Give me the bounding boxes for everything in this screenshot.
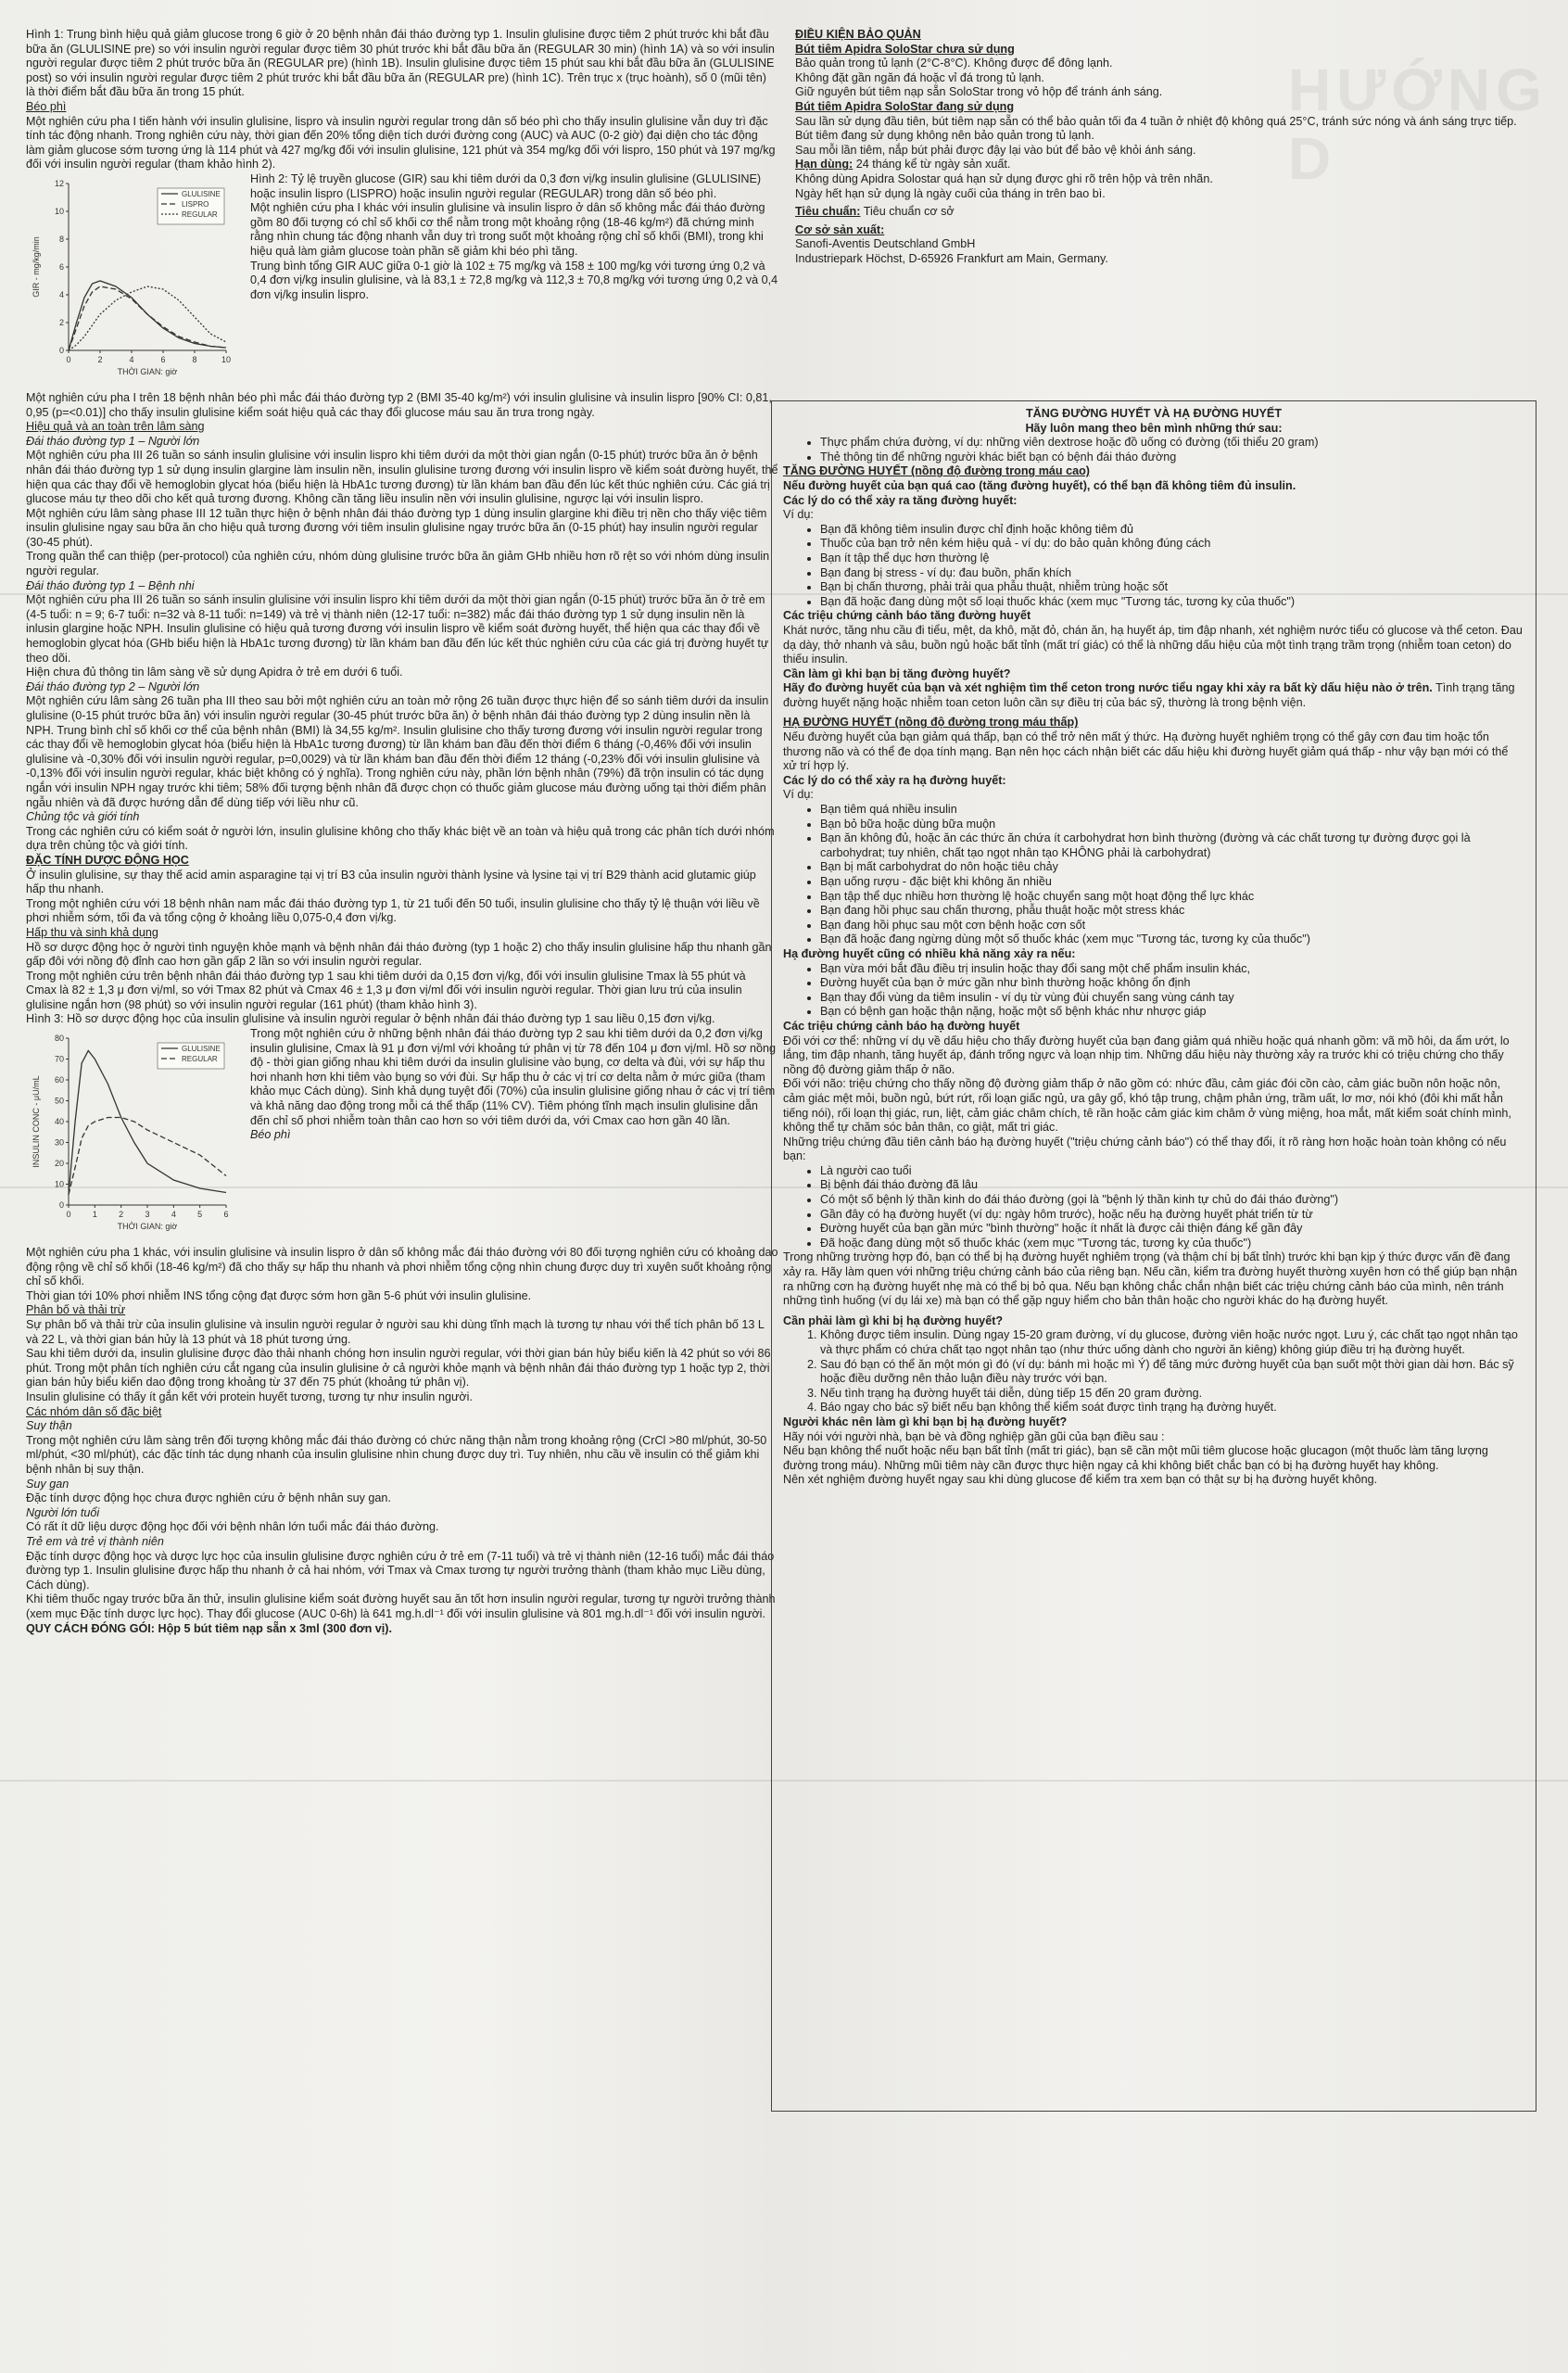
paragraph: Sau khi tiêm dưới da, insulin glulisine được đào thải nhanh chóng hơn insulin người regular, với thời gian bán hủy biểu kiến là 42 phút so với 86 phút. Trong một phân tích nghiên cứu cắt ngang của insulin glulisine ở cả người khỏe mạnh và bệnh nhân đái tháo đường typ 1 hoặc typ 2, thời gian bán hủy biểu kiến dao động trong khoảng từ 37 đến 75 phút (khoảng tứ phân vị). bbox=[26, 1347, 771, 1390]
legend-label: GLULISINE bbox=[182, 1045, 221, 1054]
paragraph: Hồ sơ dược động học ở người tình nguyện khỏe mạnh và bệnh nhân đái tháo đường (typ 1 hoặc 2) cho thấy insulin glulisine hấp thu nhanh gần gấp đôi với nồng độ đỉnh cao hơn gần gấp 2 lần so với insulin người regular. bbox=[26, 940, 772, 969]
example-label: Ví dụ: bbox=[783, 508, 814, 522]
series-line-lispro bbox=[69, 286, 226, 350]
left-column bbox=[26, 28, 778, 1636]
subheading-hepatic: Suy gan bbox=[26, 1477, 70, 1491]
paragraph: Những triệu chứng đầu tiên cảnh báo hạ đường huyết ("triệu chứng cảnh báo") có thể thay đổi, ít rõ ràng hơn hoặc hoàn toàn không có nếu bạn: bbox=[783, 1135, 1507, 1163]
hyper-causes-list bbox=[783, 523, 1524, 610]
list-item: 1. Không được tiêm insulin. Dùng ngay 15-20 gram đường, ví dụ glucose, đường viên hoặc nước ngọt. Lưu ý, các chất tạo ngọt nhân tạo và thực phẩm có chứa chất tạo ngọt nhân tạo (như thức uống dành cho người ăn kiêng) không giúp điều trị hạ đường huyết. bbox=[820, 1328, 1524, 1357]
list-item: • Đường huyết của bạn ở mức gần như bình thường hoặc không ổn định bbox=[820, 976, 1524, 991]
paragraph: Insulin glulisine có thấy ít gắn kết với protein huyết tương, tương tự như insulin người. bbox=[26, 1390, 473, 1403]
paragraph: Một nghiên cứu lâm sàng phase III 12 tuần thực hiện ở bệnh nhân đái tháo đường typ 1 dùng insulin glargine khi điều trị nền cho thấy việc tiêm insulin glulisine ngay sau bữa ăn cho hiệu quả tương đương với tiêm insulin glulisine ngay trước bữa ăn (0-15 phút) hay insulin người regular (30-45 phút). bbox=[26, 506, 767, 549]
x-tick-label: 2 bbox=[97, 354, 103, 364]
figure-2 bbox=[26, 172, 778, 391]
subheading-elderly: Người lớn tuổi bbox=[26, 1505, 100, 1519]
storage-heading: ĐIỀU KIỆN BẢO QUẢN bbox=[795, 28, 921, 41]
y-axis-label: INSULIN CONC - μU/mL bbox=[32, 1075, 41, 1168]
fig2-caption: Hình 2: Tỷ lệ truyền glucose (GIR) sau khi tiêm dưới da 0,3 đơn vị/kg insulin glulisine (GLULISINE) hoặc insulin lispro (LISPRO) hoặc insulin người regular (REGULAR) trong dân số béo phì. bbox=[250, 171, 762, 200]
paragraph: Ngày hết hạn sử dụng là ngày cuối của tháng in trên bao bì. bbox=[795, 186, 1106, 200]
x-tick-label: 4 bbox=[171, 1210, 176, 1220]
shelf-life-label: Hạn dùng: bbox=[795, 158, 854, 171]
paragraph: Sự phân bố và thải trừ của insulin glulisine và insulin người regular ở người sau khi dùng tĩnh mạch là tương tự nhau với thể tích phân bố 13 L và 22 L, và thời gian bán hủy là 13 phút và 18 phút tương ứng. bbox=[26, 1318, 765, 1346]
fig1-caption: Hình 1: Trung bình hiệu quả giảm glucose trong 6 giờ ở 20 bệnh nhân đái tháo đường typ 1. Insulin glulisine được tiêm 2 phút trước khi bắt đầu bữa ăn (GLULISINE pre) so với insulin người regular được tiêm 30 phút trước khi bắt đầu bữa ăn (REGULAR 30 min) (hình 1A) và so với insulin người regular được tiêm 2 phút trước bữa ăn (REGULAR pre) (hình 1B). Insulin glulisine được tiêm 15 phút sau khi bắt đầu bữa ăn (GLULISINE post) so với insulin người regular được tiêm 2 phút trước khi bắt đầu bữa ăn (REGULAR pre) (hình 1C). Trên trục x (trục hoành), số 0 (mũi tên) là thời điểm bắt đầu bữa ăn trong 15 phút. bbox=[26, 28, 775, 99]
subheading-absorption: Hấp thu và sinh khả dụng bbox=[26, 925, 158, 939]
paragraph: Đối với não: triệu chứng cho thấy nồng độ đường giảm thấp ở não gồm có: nhức đầu, cảm giác đói cồn cào, cảm giác buồn nôn hoặc nôn, cảm giác mệt mỏi, buồn ngủ, bứt rứt, rối loạn giấc ngủ, ưa gây gổ, khó tập trung, chậm phản ứng, trầm uất, lơ mơ, nói khó (đôi khi mất hẳn tiếng nói), rối loạn thị giác, run, liệt, cảm giác châm chích, tê rần hoặc cảm giác kim châm ở vùng miệng, hoa mắt, mất kiểm soát chính mình, không thể tự chăm sóc bản thân, co giật, mất tri giác. bbox=[783, 1077, 1511, 1135]
paragraph: Trong một nghiên cứu lâm sàng trên đối tượng không mắc đái tháo đường có chức năng thận nằm trong khoảng rộng (CrCl >80 ml/phút, 30-50 ml/phút, <30 ml/phút), các đặc tính tác dụng nhanh của insulin glulisine nhìn chung được duy trì. Tuy nhiên, nhu cầu về insulin có thể giảm khi bệnh nhân bị suy thận. bbox=[26, 1433, 767, 1476]
hypo-more-list bbox=[783, 962, 1524, 1020]
paragraph: Đặc tính dược động học chưa được nghiên cứu ở bệnh nhân suy gan. bbox=[26, 1491, 391, 1505]
legend-label: GLULISINE bbox=[182, 189, 221, 198]
list-item: 3. Nếu tình trạng hạ đường huyết tái diễn, dùng tiếp 15 đến 20 gram đường. bbox=[820, 1387, 1524, 1402]
list-item: • Bạn đã không tiêm insulin được chỉ định hoặc không tiêm đủ bbox=[820, 523, 1524, 538]
list-item: • Là người cao tuổi bbox=[820, 1164, 1524, 1179]
y-tick-label: 0 bbox=[58, 345, 64, 355]
paragraph: Đặc tính dược động học và dược lực học của insulin glulisine được nghiên cứu ở trẻ em (7-11 tuổi) và trẻ vị thành niên (12-16 tuổi) mắc đái tháo đường typ 1. Insulin glulisine được hấp thu nhanh ở cả hai nhóm, với Tmax và Cmax tương tự người trưởng thành (tham khảo mục Liều dùng, Cách dùng). bbox=[26, 1549, 775, 1592]
y-tick-label: 10 bbox=[54, 1179, 64, 1189]
list-item: • Bạn đã hoặc đang ngừng dùng một số thuốc khác (xem mục "Tương tác, tương kỵ của thuốc") bbox=[820, 933, 1524, 947]
list-item: • Bạn ăn không đủ, hoặc ăn các thức ăn chứa ít carbohydrat hơn bình thường (đường và các chất tương tự đường được gọi là carbohydrat; tuy nhiên, chất tạo ngọt nhân tạo KHÔNG phải là carbohydrat) bbox=[820, 831, 1524, 860]
series-line-regular bbox=[69, 1118, 226, 1195]
list-item: • Gần đây có hạ đường huyết (ví dụ: ngày hôm trước), hoặc nếu hạ đường huyết phát triển từ từ bbox=[820, 1208, 1524, 1223]
hyper-action-bold: Hãy đo đường huyết của bạn và xét nghiệm tìm thể ceton trong nước tiểu ngay khi xảy ra bất kỳ dấu hiệu nào ở trên. bbox=[783, 681, 1433, 695]
hyper-hypo-box bbox=[771, 400, 1536, 2112]
paragraph: Trong một nghiên cứu trên bệnh nhân đái tháo đường typ 1 sau khi tiêm dưới da 0,15 đơn vị/kg, đối với insulin glulisine Tmax là 55 phút và Cmax là 82 ± 1,3 μ đơn vị/ml, so với Tmax 82 phút và Cmax 46 ± 1,3 μ đơn vị/ml đối với insulin người regular. Thời gian lưu trú của insulin glulisine ngắn hơn (98 phút) so với insulin người regular (161 phút) (tham khảo hình 3). bbox=[26, 969, 746, 1011]
subheading-obesity: Béo phì bbox=[26, 99, 67, 113]
paragraph: Trong một nghiên cứu ở những bệnh nhân đái tháo đường typ 2 sau khi tiêm dưới da 0,2 đơn vị/kg insulin glulisine, Cmax là 91 μ đơn vị/ml với khoảng tứ phân vị từ 78 đến 104 μ đơn vị/ml. Hồ sơ nồng độ - thời gian giống nhau khi tiêm dưới da insulin glulisine vào bụng, cơ delta và đùi, với sự hấp thu hơi nhanh hơn khi tiêm vào bụng so với đùi. Sự hấp thu ở các vị trí cơ delta nằm ở mức giữa (tham khảo mục Cách dùng). Sinh khả dụng tuyệt đối (70%) của insulin glulisine giống nhau ở các vị trí tiêm và khả năng dao động trong mỗi cá thể thấp (11% CV). Tiêm phóng tĩnh mạch insulin glulisine dẫn đến chỉ số phơi nhiễm toàn thân cao hơn so với tiêm dưới da, với Cmax cao hơn gần 40 lần. bbox=[250, 1027, 777, 1127]
list-item: • Bạn bị chấn thương, phải trải qua phẫu thuật, nhiễm trùng hoặc sốt bbox=[820, 580, 1524, 595]
list-item: • Bạn tiêm quá nhiều insulin bbox=[820, 803, 1524, 818]
hypo-causes-heading: Các lý do có thể xảy ra hạ đường huyết: bbox=[783, 773, 1006, 787]
shelf-life bbox=[795, 158, 1536, 172]
paragraph: Trong các nghiên cứu có kiểm soát ở người lớn, insulin glulisine không cho thấy khác biệt về an toàn và hiệu quả trong các phân tích dưới nhóm dựa trên chủng tộc và giới tính. bbox=[26, 824, 775, 853]
hypo-causes-list bbox=[783, 803, 1524, 947]
legend-label: REGULAR bbox=[182, 1055, 218, 1064]
hyper-action-heading: Cần làm gì khi bạn bị tăng đường huyết? bbox=[783, 666, 1011, 680]
figure-3 bbox=[26, 1027, 778, 1246]
paragraph: Bảo quản trong tủ lạnh (2°C-8°C). Không được để đông lạnh. bbox=[795, 57, 1113, 70]
gir-chart bbox=[26, 172, 241, 391]
list-item: • Thuốc của bạn trở nên kém hiệu quả - ví dụ: do bảo quản không đúng cách bbox=[820, 537, 1524, 552]
x-tick-label: 0 bbox=[66, 354, 71, 364]
unused-pen-heading: Bút tiêm Apidra SoloStar chưa sử dụng bbox=[795, 42, 1015, 56]
subheading-typ2-adult: Đái tháo đường typ 2 – Người lớn bbox=[26, 679, 200, 693]
paragraph: Có rất ít dữ liệu dược động học đối với bệnh nhân lớn tuổi mắc đái tháo đường. bbox=[26, 1520, 439, 1534]
hyper-action-text: Tình trạng tăng đường huyết nặng hoặc nhiễm toan ceton luôn cần sự điều trị của bác sỹ, thường là trong bệnh viện. bbox=[783, 681, 1515, 709]
shelf-life-value: 24 tháng kể từ ngày sản xuất. bbox=[853, 158, 1011, 171]
list-item: • Bạn vừa mới bắt đầu điều trị insulin hoặc thay đổi sang một chế phẩm insulin khác, bbox=[820, 962, 1524, 977]
list-item: • Bạn bị mất carbohydrat do nôn hoặc tiêu chảy bbox=[820, 860, 1524, 875]
hyper-action bbox=[783, 681, 1524, 710]
x-tick-label: 6 bbox=[160, 354, 166, 364]
y-tick-label: 2 bbox=[58, 317, 64, 327]
y-tick-label: 80 bbox=[54, 1034, 64, 1044]
paragraph: Trong những trường hợp đó, bạn có thể bị hạ đường huyết nghiêm trọng (và thậm chí bị bất tỉnh) trước khi bạn kịp ý thức được vấn đề đang xảy ra. Hãy làm quen với những triệu chứng cảnh báo của riêng bạn. Nếu cần, kiểm tra đường huyết thường xuyên hơn có thể giúp bạn nhận ra những cơn hạ đường huyết nhẹ mà có thể bị bỏ qua. Nếu bạn không chắc chắn nhận biết các triệu chứng cảnh báo của mình, nên tránh những tình huống (ví dụ lái xe) mà bạn có thể gặp nguy hiểm cho bản thân hoặc cho người khác do hạ đường huyết. bbox=[783, 1250, 1518, 1308]
y-tick-label: 20 bbox=[54, 1159, 64, 1169]
x-axis-label: THỜI GIAN: giờ bbox=[117, 366, 178, 376]
paragraph: Một nghiên cứu pha I tiến hành với insulin glulisine, lispro và insulin người regular trong dân số béo phì cho thấy insulin glulisine vẫn duy trì đặc tính tác động nhanh. Trong nghiên cứu này, thời gian đến 20% tổng diện tích dưới đường cong (AUC) và AUC (0-2 giờ) đại diện cho tác động làm giảm glucose sớm tương ứng là 114 phút và 427 mg/kg đối với insulin glulisine, 121 phút và 354 mg/kg đối với lispro, 150 phút và 197 mg/kg đối với insulin người regular (tham khảo hình 2). bbox=[26, 114, 776, 171]
paragraph: Hãy nói với người nhà, bạn bè và đồng nghiệp gần gũi của bạn điều sau : bbox=[783, 1429, 1165, 1443]
y-tick-label: 70 bbox=[54, 1054, 64, 1064]
x-tick-label: 2 bbox=[119, 1210, 124, 1220]
legend-label: LISPRO bbox=[182, 199, 209, 209]
hyper-lead: Nếu đường huyết của bạn quá cao (tăng đường huyết), có thể bạn đã không tiêm đủ insulin. bbox=[783, 478, 1296, 492]
subheading-distribution: Phân bố và thải trừ bbox=[26, 1303, 126, 1317]
x-tick-label: 6 bbox=[223, 1210, 229, 1220]
paragraph: Một nghiên cứu pha I khác với insulin glulisine và insulin lispro ở dân số không mắc đái tháo đường gồm 80 đối tượng có chỉ số khối cơ thể nằm trong một khoảng rộng (18-46 kg/m²) đã chứng minh rằng nhìn chung tác động nhanh vẫn duy trì trong suốt một khoảng rộng chỉ số khối (BMI), trong khi hiệu quả làm giảm glucose toàn phần sẽ giảm khi béo phì tăng. bbox=[250, 201, 765, 258]
section-heading-pk: ĐẶC TÍNH DƯỢC ĐỘNG HỌC bbox=[26, 853, 189, 867]
hypo-action-list bbox=[783, 1328, 1524, 1415]
standard-value: Tiêu chuẩn cơ sở bbox=[860, 205, 955, 219]
x-tick-label: 0 bbox=[66, 1210, 71, 1220]
manufacturer-heading: Cơ sở sản xuất: bbox=[795, 222, 885, 236]
paragraph: Thời gian tới 10% phơi nhiễm INS tổng cộng đạt được sớm hơn gần 5-6 phút với insulin glulisine. bbox=[26, 1288, 532, 1302]
x-tick-label: 4 bbox=[129, 354, 134, 364]
paragraph: Khát nước, tăng nhu cầu đi tiểu, mệt, da khô, mặt đỏ, chán ăn, hạ huyết áp, tim đập nhanh, xét nghiệm nước tiểu có glucose và thể ceton. Đau dạ dày, thở nhanh và sâu, buồn ngủ hoặc bất tỉnh (mất trí giác) có thể là những dấu hiệu của một tình trạng trầm trọng (nhiễm toan ceton) do thiếu insulin. bbox=[783, 623, 1523, 666]
list-item: • Đã hoặc đang dùng một số thuốc khác (xem mục "Tương tác, tương kỵ của thuốc") bbox=[820, 1237, 1524, 1251]
hypo-signs-heading: Các triệu chứng cảnh báo hạ đường huyết bbox=[783, 1019, 1020, 1033]
paragraph: Đối với cơ thể: những ví dụ về dấu hiệu cho thấy đường huyết của bạn đang giảm quá nhiều hoặc quá nhanh gồm: vã mồ hôi, da ẩm ướt, lo lắng, tim đập nhanh, tăng huyết áp, đánh trống ngực và loạn nhịp tim. Những dấu hiệu này thường xảy ra trước khi có triệu chứng cho thấy nồng độ đường giảm thấp ở não. bbox=[783, 1034, 1510, 1076]
y-tick-label: 12 bbox=[54, 178, 64, 188]
list-item: • Bạn có bệnh gan hoặc thận nặng, hoặc một số bệnh khác như nhược giáp bbox=[820, 1005, 1524, 1020]
list-item: • Bạn tập thể dục nhiều hơn thường lệ hoặc chuyển sang một hoạt động thể lực khác bbox=[820, 890, 1524, 905]
list-item: • Bạn uống rượu - đặc biệt khi không ăn nhiều bbox=[820, 875, 1524, 890]
list-item: 4. Báo ngay cho bác sỹ biết nếu bạn không thể kiểm soát được tình trạng hạ đường huyết. bbox=[820, 1401, 1524, 1415]
list-item: • Bạn đang hồi phục sau chấn thương, phẫu thuật hoặc một stress khác bbox=[820, 904, 1524, 919]
subheading-renal: Suy thận bbox=[26, 1419, 72, 1433]
hyper-causes-heading: Các lý do có thể xảy ra tăng đường huyết: bbox=[783, 493, 1018, 507]
paragraph: Không dùng Apidra Solostar quá hạn sử dụng được ghi rõ trên hộp và trên nhãn. bbox=[795, 171, 1213, 185]
subheading-children: Trẻ em và trẻ vị thành niên bbox=[26, 1534, 164, 1548]
paragraph: Một nghiên cứu lâm sàng 26 tuần pha III theo sau bởi một nghiên cứu an toàn mở rộng 26 tuần được thực hiện để so sánh tiêm dưới da insulin glulisine (0-15 phút trước bữa ăn) với insulin người regular (30-45 phút trước bữa ăn) ở bệnh nhân đái tháo đường typ 2 dùng insulin nền là NPH. Trung bình chỉ số khối cơ thể của bệnh nhân (BMI) là 34,55 kg/m². Insulin glulisine cho thấy tương đương với insulin người regular trong các thay đổi về hemoglobin glycat hóa (biểu hiện là HbA1c tương đương) từ lần khám ban đầu đến thời điểm 6 tháng (-0,46% đối với insulin glulisine và -0,30% đối với insulin người regular, p=0,0029) và từ lần khám ban đầu đến thời điểm 12 tháng (-0,23% đối với insulin glulisine và -0,13% đối với insulin người regular, khác biệt không có ý nghĩa). Trong nghiên cứu này, phần lớn bệnh nhân (79%) đã trộn insulin có tác dụng ngắn với insulin NPH ngay trước khi tiêm; 58% đối tượng bệnh nhân đã được chọn có thuốc giảm glucose máu đường uống tại thời điểm phân ngẫu nhiên và đã được hướng dẫn để dùng tiếp với liều như cũ. bbox=[26, 694, 769, 809]
box-content bbox=[783, 407, 1524, 1488]
y-tick-label: 50 bbox=[54, 1096, 64, 1106]
hyper-signs-heading: Các triệu chứng cảnh báo tăng đường huyết bbox=[783, 609, 1031, 623]
show-through-text: HƯỚNG D bbox=[1288, 57, 1548, 192]
paragraph: Trong quần thể can thiệp (per-protocol) của nghiên cứu, nhóm dùng glulisine trước bữa ăn giảm GHb nhiều hơn rõ rệt so với nhóm dùng insulin người regular. bbox=[26, 550, 770, 578]
carry-list bbox=[783, 436, 1524, 464]
list-item: 2. Sau đó bạn có thể ăn một món gì đó (ví dụ: bánh mì hoặc mì Ý) để tăng mức đường huyết của bạn suốt một thời gian dài hơn. Bác sỹ hoặc điều dưỡng nên thảo luận điều này trước với bạn. bbox=[820, 1358, 1524, 1387]
paragraph: Một nghiên cứu pha 1 khác, với insulin glulisine và insulin lispro ở dân số không mắc đái tháo đường với 80 đối tượng nghiên cứu có khoảng dao động rộng về chỉ số khối (18-46 kg/m²) đã cho thấy sự hấp thu nhanh và phơi nhiễm tổng cộng nhìn chung được duy trì xuyên suốt khoảng rộng chỉ số khối. bbox=[26, 1246, 778, 1288]
paragraph: Giữ nguyên bút tiêm nạp sẵn SoloStar trong vỏ hộp để tránh ánh sáng. bbox=[795, 85, 1163, 99]
y-tick-label: 8 bbox=[58, 234, 64, 244]
packaging-note: QUY CÁCH ĐÓNG GÓI: Hộp 5 bút tiêm nạp sẵn x 3ml (300 đơn vị). bbox=[26, 1621, 392, 1635]
hypo-heading: HẠ ĐƯỜNG HUYẾT (nồng độ đường trong máu thấp) bbox=[783, 716, 1079, 730]
x-tick-label: 5 bbox=[197, 1210, 203, 1220]
paragraph: Một nghiên cứu pha I trên 18 bệnh nhân béo phì mắc đái tháo đường typ 2 (BMI 35-40 kg/m²) với insulin glulisine và insulin lispro [90% CI: 0,81, 0,95 (p=<0.01)] cho thấy insulin glulisine kiểm soát hiệu quả các thay đổi glucose máu sau ăn trưa trong ngày. bbox=[26, 390, 772, 419]
y-tick-label: 30 bbox=[54, 1137, 64, 1148]
y-tick-label: 10 bbox=[54, 206, 64, 216]
x-tick-label: 10 bbox=[221, 354, 232, 364]
y-tick-label: 40 bbox=[54, 1117, 64, 1127]
hyper-heading: TĂNG ĐƯỜNG HUYẾT (nồng độ đường trong máu cao) bbox=[783, 464, 1090, 478]
subheading-typ1-child: Đái tháo đường typ 1 – Bệnh nhi bbox=[26, 578, 195, 592]
fig3-caption: Hình 3: Hồ sơ dược động học của insulin glulisine và insulin người regular ở bệnh nhân đái tháo đường typ 1 sau liều 0,15 đơn vị/kg. bbox=[26, 1012, 715, 1026]
right-column bbox=[795, 28, 1536, 267]
paragraph: Khi tiêm thuốc ngay trước bữa ăn thử, insulin glulisine kiểm soát đường huyết sau ăn tốt hơn insulin người regular, tương tự người trưởng thành (xem mục Đặc tính dược lực học). Thay đổi glucose (AUC 0-6h) là 641 mg.h.dl⁻¹ đối với insulin glulisine và 801 mg.h.dl⁻¹ đối với insulin người. bbox=[26, 1593, 776, 1620]
paragraph: Trong một nghiên cứu với 18 bệnh nhân nam mắc đái tháo đường typ 1, từ 21 tuổi đến 50 tuổi, insulin glulisine cho thấy tỷ lệ thuận với liều về phơi nhiễm sớm, tối đa và tổng cộng ở khoảng liều 0,075-0,4 đơn vị/kg. bbox=[26, 896, 760, 925]
subheading-special-pop: Các nhóm dân số đặc biệt bbox=[26, 1404, 162, 1418]
list-item: • Đường huyết của bạn gần mức "bình thường" hoặc ít nhất là được cải thiện đáng kể gần đây bbox=[820, 1222, 1524, 1237]
standard bbox=[795, 205, 1536, 220]
y-tick-label: 60 bbox=[54, 1075, 64, 1085]
subheading-obesity: Béo phì bbox=[250, 1128, 291, 1142]
manufacturer-name: Sanofi-Aventis Deutschland GmbH bbox=[795, 237, 976, 251]
box-title: TĂNG ĐƯỜNG HUYẾT VÀ HẠ ĐƯỜNG HUYẾT bbox=[1025, 407, 1283, 420]
paragraph: Một nghiên cứu pha III 26 tuần so sánh insulin glulisine với insulin lispro khi tiêm dưới da một thời gian ngắn (0-15 phút) trước bữa ăn ở trẻ em (4-5 tuổi: n = 9; 6-7 tuổi: n=32 và 8-11 tuổi: n=149) và trẻ vị thành niên (12-17 tuổi: n=382) mắc đái tháo đường typ 1 sử dụng insulin nền là inlusin glargine hoặc NPH. Insulin glulisine có hiệu quả tương đương với insulin lispro về kiểm soát đường huyết, thể hiện qua các thay đổi về hemoglobin glycat hóa (GHb biểu hiện là HbA1c tương đương) từ lần khám ban đầu đến lúc kết thúc nghiên cứu của các giá trị đường huyết tự theo dõi. bbox=[26, 593, 769, 665]
y-tick-label: 0 bbox=[58, 1200, 64, 1211]
paragraph: Ở insulin glulisine, sự thay thế acid amin asparagine tại vị trí B3 của insulin người thành lysine và lysine tại vị trí B29 thành acid glutamic giúp hấp thu nhanh. bbox=[26, 868, 756, 896]
list-item: • Bạn đang hồi phục sau một cơn bệnh hoặc cơn sốt bbox=[820, 919, 1524, 933]
x-tick-label: 3 bbox=[145, 1210, 150, 1220]
subheading-efficacy: Hiệu quả và an toàn trên lâm sàng bbox=[26, 420, 205, 434]
list-item: • Bạn bỏ bữa hoặc dùng bữa muộn bbox=[820, 818, 1524, 832]
insulin-conc-chart bbox=[26, 1027, 241, 1246]
example-label: Ví dụ: bbox=[783, 788, 814, 802]
series-line-regular bbox=[69, 286, 226, 350]
paragraph: Không đặt gần ngăn đá hoặc vỉ đá trong tủ lạnh. bbox=[795, 70, 1044, 84]
list-item: • Thực phẩm chứa đường, ví dụ: những viên dextrose hoặc đồ uống có đường (tối thiểu 20 gram) bbox=[820, 436, 1524, 450]
standard-label: Tiêu chuẩn: bbox=[795, 205, 861, 219]
y-axis-label: GIR - mg/kg/min bbox=[32, 236, 41, 298]
list-item: • Bạn ít tập thể dục hơn thường lệ bbox=[820, 552, 1524, 566]
hypo-others-heading: Người khác nên làm gì khi bạn bị hạ đường huyết? bbox=[783, 1415, 1068, 1428]
list-item: • Bạn đã hoặc đang dùng một số loại thuốc khác (xem mục "Tương tác, tương kỵ của thuốc") bbox=[820, 595, 1524, 610]
y-tick-label: 6 bbox=[58, 261, 64, 272]
hypo-action-heading: Cần phải làm gì khi bị hạ đường huyết? bbox=[783, 1313, 1004, 1327]
x-axis-label: THỜI GIAN: giờ bbox=[117, 1222, 178, 1232]
x-tick-label: 8 bbox=[192, 354, 197, 364]
legend-label: REGULAR bbox=[182, 209, 218, 219]
list-item: • Bị bệnh đái tháo đường đã lâu bbox=[820, 1178, 1524, 1193]
list-item: • Bạn đang bị stress - ví dụ: đau buồn, phấn khích bbox=[820, 566, 1524, 581]
list-item: • Bạn thay đổi vùng da tiêm insulin - ví dụ từ vùng đùi chuyển sang vùng cánh tay bbox=[820, 991, 1524, 1006]
subheading-race-gender: Chủng tộc và giới tính bbox=[26, 810, 140, 824]
paragraph: Nếu đường huyết của bạn giảm quá thấp, bạn có thể trở nên mất ý thức. Hạ đường huyết nghiêm trọng có thể gây cơn đau tim hoặc tổn thương não và có thể đe dọa tính mạng. Bạn nên học cách nhận biết các dấu hiệu khi đường huyết giảm quá thấp - như vậy bạn mới có thể xử trí hợp lý. bbox=[783, 730, 1509, 773]
manufacturer-address: Industriepark Höchst, D-65926 Frankfurt am Main, Germany. bbox=[795, 251, 1108, 265]
paragraph: Một nghiên cứu pha III 26 tuần so sánh insulin glulisine với insulin lispro khi tiêm dưới da một thời gian ngắn (0-15 phút) trước bữa ăn ở bệnh nhân đái tháo đường typ 1 sử dụng insulin glargine làm insulin nền, insulin glulisine tương đương với insulin lispro về kiểm soát đường huyết, thể hiện qua các thay đổi về hemoglobin glycat hóa (biểu hiện là HbA1c tương đương) từ lần khám ban đầu đến lúc kết thúc nghiên cứu. Các giá trị glucose máu tự theo dõi cho kết quả tương đương. Không cần tăng liều insulin nền với insulin glulisine, ngược lại với insulin lispro. bbox=[26, 449, 778, 506]
x-tick-label: 1 bbox=[92, 1210, 97, 1220]
y-tick-label: 4 bbox=[58, 289, 64, 299]
paragraph: Bút tiêm đang sử dụng không nên bảo quản trong tủ lạnh. bbox=[795, 129, 1094, 143]
hypo-more-heading: Hạ đường huyết cũng có nhiều khả năng xảy ra nếu: bbox=[783, 946, 1076, 960]
paragraph: Nếu bạn không thể nuốt hoặc nếu bạn bất tỉnh (mất tri giác), bạn sẽ cần một mũi tiêm glucose hoặc glucagon (một thuốc làm tăng lượng đường trong máu). Những mũi tiêm này cần được thực hiện ngay cả khi không biết chắc bạn có bị hạ đường huyết hay không. bbox=[783, 1444, 1488, 1472]
hypo-less-list bbox=[783, 1164, 1524, 1251]
paragraph: Trung bình tổng GIR AUC giữa 0-1 giờ là 102 ± 75 mg/kg và 158 ± 100 mg/kg với tương ứng 0,2 và 0,4 đơn vị/kg insulin glulisine, và là 83,1 ± 72,8 mg/kg và 112,3 ± 70,8 mg/kg với tương ứng 0,2 và 0,4 đơn vị/kg insulin lispro. bbox=[250, 259, 778, 301]
box-subtitle: Hãy luôn mang theo bên mình những thứ sau: bbox=[1025, 421, 1283, 435]
in-use-pen-heading: Bút tiêm Apidra SoloStar đang sử dụng bbox=[795, 99, 1015, 113]
list-item: • Có một số bệnh lý thần kinh do đái tháo đường (gọi là "bệnh lý thần kinh tự chủ do đái tháo đường") bbox=[820, 1193, 1524, 1208]
paragraph: Sau mỗi lần tiêm, nắp bút phải được đậy lại vào bút để bảo vệ khỏi ánh sáng. bbox=[795, 143, 1196, 157]
list-item: • Thẻ thông tin để những người khác biết bạn có bệnh đái tháo đường bbox=[820, 450, 1524, 465]
subheading-typ1-adult: Đái tháo đường typ 1 – Người lớn bbox=[26, 434, 200, 448]
paragraph: Nên xét nghiệm đường huyết ngay sau khi dùng glucose để kiểm tra xem bạn có thật sự bị hạ đường huyết không. bbox=[783, 1473, 1378, 1487]
paragraph: Sau lần sử dụng đầu tiên, bút tiêm nạp sẵn có thể bảo quản tối đa 4 tuần ở nhiệt độ không quá 25°C, tránh sức nóng và ánh sáng trực tiếp. bbox=[795, 114, 1517, 128]
paragraph: Hiện chưa đủ thông tin lâm sàng về sử dụng Apidra ở trẻ em dưới 6 tuổi. bbox=[26, 666, 403, 679]
